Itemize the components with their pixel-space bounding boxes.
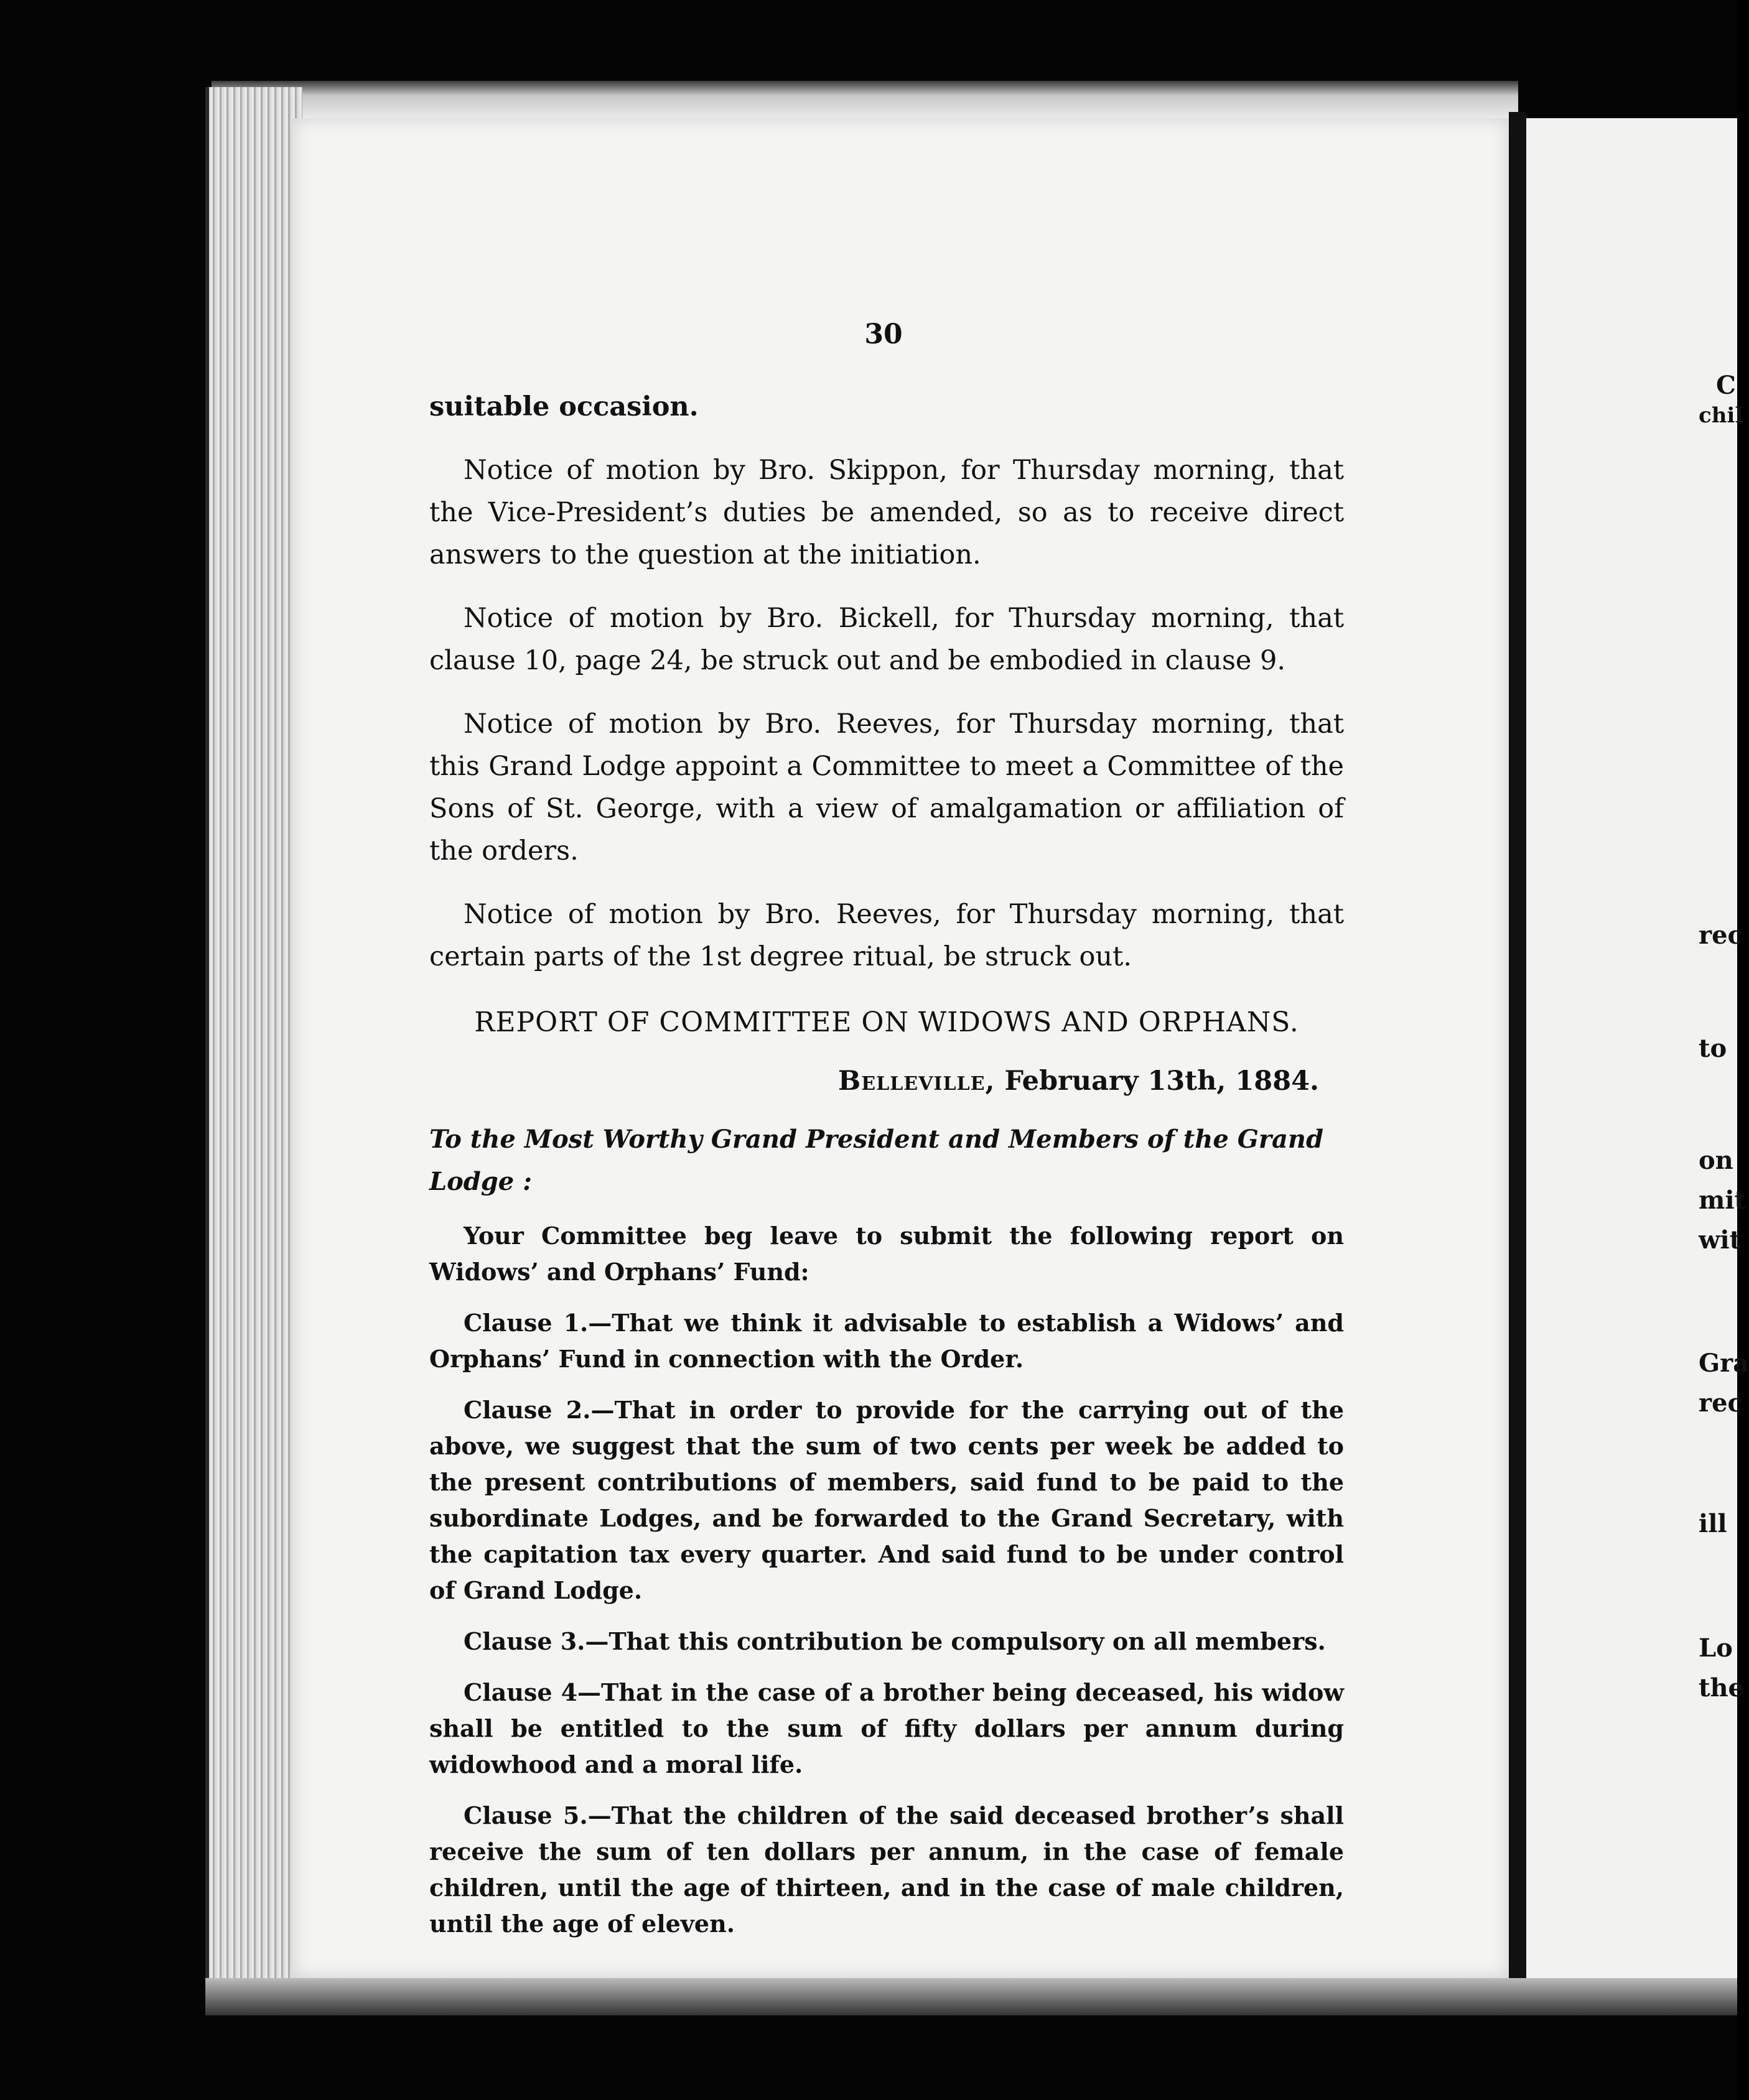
book-top-edge: [212, 81, 1518, 118]
clause-1: Clause 1.—That we think it advisable to establish a Widows’ and Orphans’ Fund in connection with the Order.: [429, 1309, 1344, 1373]
notice-skippon: Notice of motion by Bro. Skippon, for Thursday morning, that the Vice-President’s duties be amended, so as to receive direct answers to the question at the initiation.: [429, 455, 1344, 570]
book-bottom-edge: [205, 1978, 1737, 2015]
report-body: [429, 1218, 1344, 1942]
report-date: February 13th, 1884.: [995, 1066, 1319, 1097]
clause-5: Clause 5.—That the children of the said deceased brother’s shall receive the sum of ten dollars per annum, in the case of female children, until the age of thirteen, and in the case of male children, until the age of eleven.: [429, 1801, 1344, 1938]
book-page-edges: [205, 87, 302, 1984]
book-gutter: [1509, 112, 1526, 1997]
right-page-fragment: rec: [1699, 1388, 1743, 1418]
right-page-fragment: chil: [1699, 403, 1743, 428]
right-page-fragment: C: [1716, 371, 1736, 400]
right-page-fragment: Lo: [1699, 1633, 1733, 1663]
right-page-fragment: mit: [1699, 1186, 1746, 1215]
notice-reeves-ritual: Notice of motion by Bro. Reeves, for Thursday morning, that certain parts of the 1st degree ritual, be struck out.: [429, 899, 1344, 972]
page-number: 30: [864, 318, 903, 350]
right-page-fragment: the: [1699, 1673, 1745, 1703]
paragraph-continuation: suitable occasion.: [429, 391, 699, 422]
notice-bickell: Notice of motion by Bro. Bickell, for Thursday morning, that clause 10, page 24, be struck out and be embodied in clause 9.: [429, 603, 1344, 676]
report-intro: Your Committee beg leave to submit the following report on Widows’ and Orphans’ Fund:: [429, 1222, 1344, 1286]
report-place: Belleville,: [837, 1066, 996, 1097]
page-body: [429, 386, 1344, 1942]
clause-4: Clause 4—That in the case of a brother being deceased, his widow shall be entitled to the sum of fifty dollars per annum during widowhood and a moral life.: [429, 1678, 1344, 1778]
notice-reeves-amalgamation: Notice of motion by Bro. Reeves, for Thursday morning, that this Grand Lodge appoint a Committee to meet a Committee of the Sons of St. George, with a view of amalgamation or affiliation of the orders.: [429, 709, 1344, 866]
report-address: To the Most Worthy Grand President and Members of the Grand Lodge :: [429, 1125, 1323, 1196]
right-page-fragment: wit: [1699, 1225, 1742, 1255]
right-page-fragment: Gra: [1699, 1349, 1749, 1378]
report-heading: REPORT OF COMMITTEE ON WIDOWS AND ORPHANS.: [474, 1006, 1299, 1038]
clause-3: Clause 3.—That this contribution be compulsory on all members.: [464, 1627, 1326, 1655]
right-page-fragment: on: [1699, 1146, 1733, 1175]
report-dateline: [429, 1060, 1344, 1102]
right-page-fragment: rec: [1699, 921, 1743, 950]
right-page-fragment: to: [1699, 1034, 1727, 1063]
right-page-fragment: ill: [1699, 1509, 1727, 1538]
clause-2: Clause 2.—That in order to provide for the carrying out of the above, we suggest that the sum of two cents per week be added to the present contributions of members, said fund to be paid to the subordinate Lodges, and be forwarded to the Grand Secretary, with the capitation tax every quarter. And said fund to be under control of Grand Lodge.: [429, 1396, 1344, 1604]
